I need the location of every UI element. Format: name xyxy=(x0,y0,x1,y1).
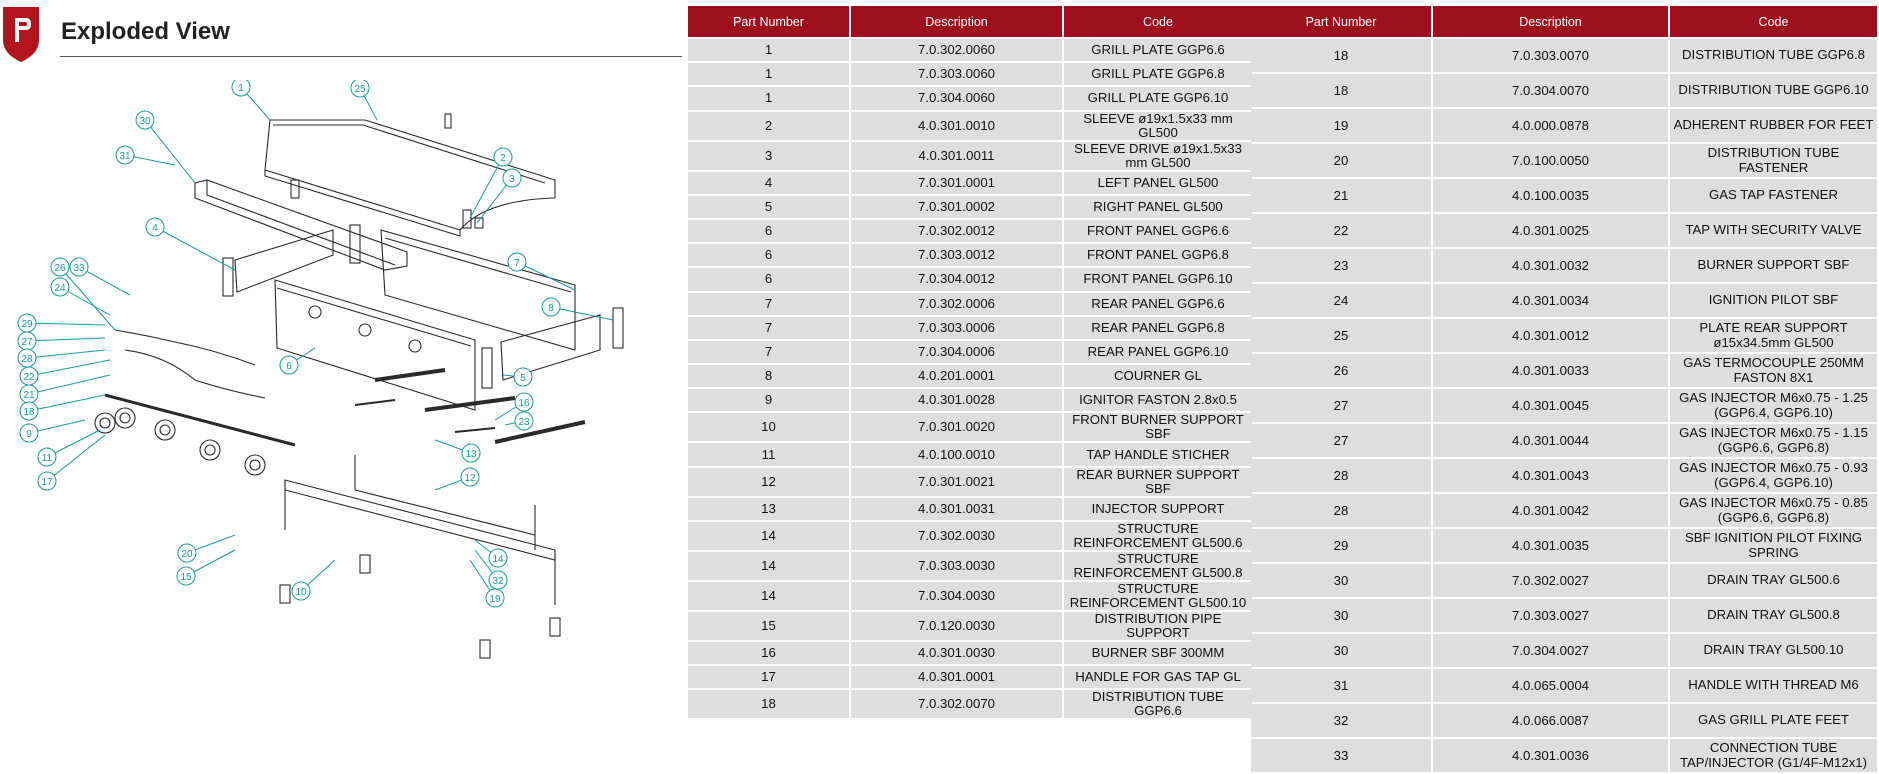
description-cell: 4.0.100.0035 xyxy=(1433,179,1668,212)
description-cell: 7.0.301.0021 xyxy=(851,468,1062,496)
code-cell: GAS INJECTOR M6x0.75 - 0.93 (GGP6.4, GGP6.10) xyxy=(1670,459,1877,492)
table-row xyxy=(1251,424,1877,457)
table-row xyxy=(688,341,1252,363)
table-row xyxy=(1251,109,1877,142)
brand-logo-icon xyxy=(0,4,42,64)
table-row xyxy=(688,112,1252,140)
code-cell: BURNER SUPPORT SBF xyxy=(1670,249,1877,282)
table-row xyxy=(688,443,1252,465)
callout-5 xyxy=(503,368,532,386)
callout-label: 15 xyxy=(180,572,192,583)
callout-label: 32 xyxy=(492,576,504,587)
part-number-cell: 18 xyxy=(688,690,849,718)
part-number-cell: 31 xyxy=(1251,669,1431,702)
diagram-callouts xyxy=(18,80,613,607)
part-number-cell: 3 xyxy=(688,142,849,170)
table-row xyxy=(688,196,1252,218)
callout-31 xyxy=(116,146,175,165)
table-row xyxy=(1251,144,1877,177)
part-number-cell: 14 xyxy=(688,582,849,610)
table-row xyxy=(688,244,1252,266)
table-row xyxy=(688,39,1252,61)
callout-4 xyxy=(146,218,235,270)
description-cell: 7.0.302.0012 xyxy=(851,220,1062,242)
part-number-cell: 10 xyxy=(688,413,849,441)
callout-25 xyxy=(351,80,377,120)
part-number-cell: 1 xyxy=(688,39,849,61)
code-cell: DRAIN TRAY GL500.10 xyxy=(1670,634,1877,667)
callout-label: 25 xyxy=(354,84,366,95)
part-number-cell: 8 xyxy=(688,365,849,387)
part-number-cell: 28 xyxy=(1251,494,1431,527)
part-number-cell: 30 xyxy=(1251,599,1431,632)
part-number-cell: 26 xyxy=(1251,354,1431,387)
code-cell: REAR BURNER SUPPORT SBF xyxy=(1064,468,1252,496)
part-number-cell: 14 xyxy=(688,522,849,550)
code-cell: DISTRIBUTION PIPE SUPPORT xyxy=(1064,612,1252,640)
description-cell: 4.0.301.0034 xyxy=(1433,284,1668,317)
callout-3 xyxy=(477,169,521,223)
code-cell: FRONT PANEL GGP6.10 xyxy=(1064,268,1252,290)
part-number-cell: 18 xyxy=(1251,74,1431,107)
table-row xyxy=(688,142,1252,170)
table-row xyxy=(688,220,1252,242)
callout-label: 17 xyxy=(41,477,53,488)
code-cell: STRUCTURE REINFORCEMENT GL500.8 xyxy=(1064,552,1252,580)
callout-label: 9 xyxy=(26,429,32,440)
part-number-cell: 23 xyxy=(1251,249,1431,282)
code-cell: SBF IGNITION PILOT FIXING SPRING xyxy=(1670,529,1877,562)
part-number-cell: 19 xyxy=(1251,109,1431,142)
title-divider xyxy=(60,56,682,57)
diagram-parts xyxy=(95,114,623,658)
part-number-cell: 24 xyxy=(1251,284,1431,317)
table-row xyxy=(1251,319,1877,352)
page-title: Exploded View xyxy=(61,18,230,45)
code-cell: GRILL PLATE GGP6.10 xyxy=(1064,87,1252,109)
rear-panel-shape xyxy=(381,230,575,350)
description-cell: 7.0.304.0006 xyxy=(851,341,1062,363)
front-panel-shape xyxy=(275,280,475,410)
code-cell: GAS TAP FASTENER xyxy=(1670,179,1877,212)
description-cell: 4.0.301.0028 xyxy=(851,389,1062,411)
callout-label: 6 xyxy=(286,361,292,372)
callout-label: 26 xyxy=(54,263,66,274)
description-cell: 4.0.201.0001 xyxy=(851,365,1062,387)
code-cell: HANDLE WITH THREAD M6 xyxy=(1670,669,1877,702)
callout-28 xyxy=(18,349,105,367)
description-cell: 7.0.303.0030 xyxy=(851,552,1062,580)
callout-12 xyxy=(435,468,479,490)
callout-11 xyxy=(38,430,100,466)
callout-label: 14 xyxy=(492,554,504,565)
callout-label: 8 xyxy=(548,303,554,314)
callout-10 xyxy=(292,560,335,600)
part-number-cell: 30 xyxy=(1251,564,1431,597)
callout-label: 31 xyxy=(119,151,131,162)
code-cell: DISTRIBUTION TUBE FASTENER xyxy=(1670,144,1877,177)
callout-label: 30 xyxy=(139,116,151,127)
table-row xyxy=(1251,249,1877,282)
table-row xyxy=(688,498,1252,520)
table-row xyxy=(1251,529,1877,562)
part-number-cell: 7 xyxy=(688,341,849,363)
callout-label: 18 xyxy=(23,407,35,418)
callout-6 xyxy=(280,348,315,374)
code-cell: STRUCTURE REINFORCEMENT GL500.10 xyxy=(1064,582,1252,610)
code-cell: INJECTOR SUPPORT xyxy=(1064,498,1252,520)
callout-13 xyxy=(435,440,480,462)
header-code: Code xyxy=(1670,6,1877,37)
description-cell: 7.0.301.0001 xyxy=(851,172,1062,194)
header-description: Description xyxy=(1433,6,1668,37)
part-number-cell: 21 xyxy=(1251,179,1431,212)
part-number-cell: 1 xyxy=(688,63,849,85)
callout-label: 7 xyxy=(514,258,520,269)
table-row xyxy=(688,293,1252,315)
code-cell: CONNECTION TUBE TAP/INJECTOR (G1/4F-M12x1) xyxy=(1670,739,1877,772)
part-number-cell: 5 xyxy=(688,196,849,218)
callout-1 xyxy=(232,80,270,120)
part-number-cell: 1 xyxy=(688,87,849,109)
part-number-cell: 7 xyxy=(688,293,849,315)
description-cell: 7.0.304.0012 xyxy=(851,268,1062,290)
table-row xyxy=(1251,179,1877,212)
table-row xyxy=(1251,599,1877,632)
right-panel-shape xyxy=(501,315,600,380)
code-cell: IGNITION PILOT SBF xyxy=(1670,284,1877,317)
callout-7 xyxy=(508,253,575,290)
code-cell: ADHERENT RUBBER FOR FEET xyxy=(1670,109,1877,142)
description-cell: 7.0.302.0027 xyxy=(1433,564,1668,597)
table-row xyxy=(1251,354,1877,387)
part-number-cell: 6 xyxy=(688,244,849,266)
code-cell: IGNITOR FASTON 2.8x0.5 xyxy=(1064,389,1252,411)
code-cell: PLATE REAR SUPPORT ø15x34.5mm GL500 xyxy=(1670,319,1877,352)
callout-14 xyxy=(475,540,507,567)
code-cell: DISTRIBUTION TUBE GGP6.8 xyxy=(1670,39,1877,72)
code-cell: REAR PANEL GGP6.6 xyxy=(1064,293,1252,315)
description-cell: 4.0.066.0087 xyxy=(1433,704,1668,737)
table-row xyxy=(688,365,1252,387)
callout-27 xyxy=(18,332,105,350)
table-row xyxy=(688,63,1252,85)
description-cell: 7.0.302.0070 xyxy=(851,690,1062,718)
parts-table-right xyxy=(1249,4,1879,774)
table-row xyxy=(1251,564,1877,597)
table-row xyxy=(688,268,1252,290)
callout-label: 2 xyxy=(500,153,506,164)
table-row xyxy=(688,552,1252,580)
callout-label: 3 xyxy=(509,174,515,185)
callout-label: 1 xyxy=(238,83,244,94)
part-number-cell: 15 xyxy=(688,612,849,640)
code-cell: RIGHT PANEL GL500 xyxy=(1064,196,1252,218)
code-cell: GAS INJECTOR M6x0.75 - 0.85 (GGP6.6, GGP6.8) xyxy=(1670,494,1877,527)
callout-8 xyxy=(542,298,613,320)
callout-label: 22 xyxy=(23,372,35,383)
description-cell: 7.0.302.0060 xyxy=(851,39,1062,61)
callout-label: 20 xyxy=(181,549,193,560)
table-row xyxy=(688,317,1252,339)
callout-label: 27 xyxy=(21,337,33,348)
part-number-cell: 14 xyxy=(688,552,849,580)
table-row xyxy=(688,690,1252,718)
part-number-cell: 33 xyxy=(1251,739,1431,772)
description-cell: 4.0.301.0025 xyxy=(1433,214,1668,247)
table-row xyxy=(688,522,1252,550)
callout-20 xyxy=(178,535,235,562)
callout-label: 33 xyxy=(73,263,85,274)
table-row xyxy=(688,468,1252,496)
table-row xyxy=(688,642,1252,664)
description-cell: 7.0.304.0030 xyxy=(851,582,1062,610)
callout-label: 11 xyxy=(41,453,53,464)
part-number-cell: 7 xyxy=(688,317,849,339)
callout-label: 24 xyxy=(54,283,66,294)
code-cell: REAR PANEL GGP6.8 xyxy=(1064,317,1252,339)
code-cell: DRAIN TRAY GL500.8 xyxy=(1670,599,1877,632)
part-number-cell: 9 xyxy=(688,389,849,411)
code-cell: GAS GRILL PLATE FEET xyxy=(1670,704,1877,737)
header-part-number: Part Number xyxy=(1251,6,1431,37)
part-number-cell: 6 xyxy=(688,268,849,290)
description-cell: 4.0.100.0010 xyxy=(851,443,1062,465)
table-row xyxy=(1251,459,1877,492)
description-cell: 4.0.301.0045 xyxy=(1433,389,1668,422)
description-cell: 4.0.301.0033 xyxy=(1433,354,1668,387)
part-number-cell: 17 xyxy=(688,666,849,688)
code-cell: BURNER SBF 300MM xyxy=(1064,642,1252,664)
table-header-row xyxy=(1251,6,1877,37)
part-number-cell: 12 xyxy=(688,468,849,496)
drain-tray-shape xyxy=(195,180,407,270)
structure-frame-shape xyxy=(285,480,555,560)
callout-label: 19 xyxy=(489,594,501,605)
part-number-cell: 27 xyxy=(1251,424,1431,457)
description-cell: 4.0.301.0001 xyxy=(851,666,1062,688)
table-row xyxy=(1251,669,1877,702)
table-row xyxy=(1251,634,1877,667)
callout-24 xyxy=(51,278,110,315)
table-row xyxy=(1251,214,1877,247)
part-number-cell: 28 xyxy=(1251,459,1431,492)
table-row xyxy=(1251,739,1877,772)
description-cell: 7.0.301.0002 xyxy=(851,196,1062,218)
callout-label: 21 xyxy=(23,390,35,401)
code-cell: GAS INJECTOR M6x0.75 - 1.25 (GGP6.4, GGP6.10) xyxy=(1670,389,1877,422)
description-cell: 7.0.303.0070 xyxy=(1433,39,1668,72)
table-header-row xyxy=(688,6,1252,37)
description-cell: 4.0.301.0031 xyxy=(851,498,1062,520)
parts-table-left xyxy=(686,4,1254,720)
callout-label: 5 xyxy=(520,373,526,384)
code-cell: SLEEVE ø19x1.5x33 mm GL500 xyxy=(1064,112,1252,140)
exploded-view-panel xyxy=(0,0,690,731)
description-cell: 4.0.301.0044 xyxy=(1433,424,1668,457)
code-cell: SLEEVE DRIVE ø19x1.5x33 mm GL500 xyxy=(1064,142,1252,170)
code-cell: GAS TERMOCOUPLE 250MM FASTON 8X1 xyxy=(1670,354,1877,387)
description-cell: 4.0.301.0012 xyxy=(1433,319,1668,352)
code-cell: STRUCTURE REINFORCEMENT GL500.6 xyxy=(1064,522,1252,550)
description-cell: 4.0.301.0032 xyxy=(1433,249,1668,282)
part-number-cell: 6 xyxy=(688,220,849,242)
distribution-tube-shape xyxy=(105,395,295,445)
description-cell: 4.0.301.0043 xyxy=(1433,459,1668,492)
header-code: Code xyxy=(1064,6,1252,37)
description-cell: 4.0.301.0030 xyxy=(851,642,1062,664)
table-row xyxy=(688,666,1252,688)
code-cell: HANDLE FOR GAS TAP GL xyxy=(1064,666,1252,688)
description-cell: 4.0.301.0036 xyxy=(1433,739,1668,772)
code-cell: COURNER GL xyxy=(1064,365,1252,387)
part-number-cell: 29 xyxy=(1251,529,1431,562)
part-number-cell: 32 xyxy=(1251,704,1431,737)
description-cell: 4.0.301.0042 xyxy=(1433,494,1668,527)
table-row xyxy=(688,389,1252,411)
code-cell: GAS INJECTOR M6x0.75 - 1.15 (GGP6.6, GGP6.8) xyxy=(1670,424,1877,457)
callout-label: 13 xyxy=(465,449,477,460)
part-number-cell: 25 xyxy=(1251,319,1431,352)
table-row xyxy=(688,413,1252,441)
callout-label: 12 xyxy=(464,473,476,484)
callout-label: 28 xyxy=(21,354,33,365)
code-cell: REAR PANEL GGP6.10 xyxy=(1064,341,1252,363)
description-cell: 4.0.301.0010 xyxy=(851,112,1062,140)
part-number-cell: 20 xyxy=(1251,144,1431,177)
description-cell: 7.0.100.0050 xyxy=(1433,144,1668,177)
part-number-cell: 27 xyxy=(1251,389,1431,422)
part-number-cell: 30 xyxy=(1251,634,1431,667)
header-description: Description xyxy=(851,6,1062,37)
code-cell: FRONT PANEL GGP6.6 xyxy=(1064,220,1252,242)
part-number-cell: 11 xyxy=(688,443,849,465)
callout-label: 29 xyxy=(21,319,33,330)
code-cell: LEFT PANEL GL500 xyxy=(1064,172,1252,194)
part-number-cell: 2 xyxy=(688,112,849,140)
description-cell: 7.0.120.0030 xyxy=(851,612,1062,640)
code-cell: FRONT PANEL GGP6.8 xyxy=(1064,244,1252,266)
callout-label: 10 xyxy=(295,587,307,598)
part-number-cell: 22 xyxy=(1251,214,1431,247)
code-cell: GRILL PLATE GGP6.8 xyxy=(1064,63,1252,85)
callout-label: 4 xyxy=(152,223,158,234)
description-cell: 7.0.304.0060 xyxy=(851,87,1062,109)
callout-23 xyxy=(505,412,533,430)
table-row xyxy=(1251,389,1877,422)
description-cell: 4.0.301.0011 xyxy=(851,142,1062,170)
table-row xyxy=(688,87,1252,109)
description-cell: 4.0.000.0878 xyxy=(1433,109,1668,142)
code-cell: DISTRIBUTION TUBE GGP6.10 xyxy=(1670,74,1877,107)
table-row xyxy=(1251,704,1877,737)
description-cell: 7.0.303.0027 xyxy=(1433,599,1668,632)
table-row xyxy=(688,612,1252,640)
part-number-cell: 4 xyxy=(688,172,849,194)
callout-9 xyxy=(20,420,85,442)
callout-29 xyxy=(18,314,105,332)
description-cell: 7.0.301.0020 xyxy=(851,413,1062,441)
callout-label: 23 xyxy=(518,417,530,428)
code-cell: DRAIN TRAY GL500.6 xyxy=(1670,564,1877,597)
callout-label: 16 xyxy=(518,398,530,409)
description-cell: 7.0.303.0060 xyxy=(851,63,1062,85)
description-cell: 7.0.302.0030 xyxy=(851,522,1062,550)
code-cell: FRONT BURNER SUPPORT SBF xyxy=(1064,413,1252,441)
code-cell: GRILL PLATE GGP6.6 xyxy=(1064,39,1252,61)
description-cell: 4.0.065.0004 xyxy=(1433,669,1668,702)
table-row xyxy=(1251,284,1877,317)
description-cell: 7.0.304.0027 xyxy=(1433,634,1668,667)
code-cell: DISTRIBUTION TUBE GGP6.6 xyxy=(1064,690,1252,718)
description-cell: 7.0.303.0012 xyxy=(851,244,1062,266)
part-number-cell: 18 xyxy=(1251,39,1431,72)
part-number-cell: 13 xyxy=(688,498,849,520)
description-cell: 4.0.301.0035 xyxy=(1433,529,1668,562)
code-cell: TAP HANDLE STICHER xyxy=(1064,443,1252,465)
table-row xyxy=(1251,74,1877,107)
description-cell: 7.0.304.0070 xyxy=(1433,74,1668,107)
description-cell: 7.0.303.0006 xyxy=(851,317,1062,339)
table-row xyxy=(1251,39,1877,72)
code-cell: TAP WITH SECURITY VALVE xyxy=(1670,214,1877,247)
table-row xyxy=(688,582,1252,610)
exploded-view-diagram xyxy=(15,80,680,725)
table-row xyxy=(1251,494,1877,527)
callout-30 xyxy=(136,111,195,183)
part-number-cell: 16 xyxy=(688,642,849,664)
description-cell: 7.0.302.0006 xyxy=(851,293,1062,315)
table-row xyxy=(688,172,1252,194)
header-part-number: Part Number xyxy=(688,6,849,37)
